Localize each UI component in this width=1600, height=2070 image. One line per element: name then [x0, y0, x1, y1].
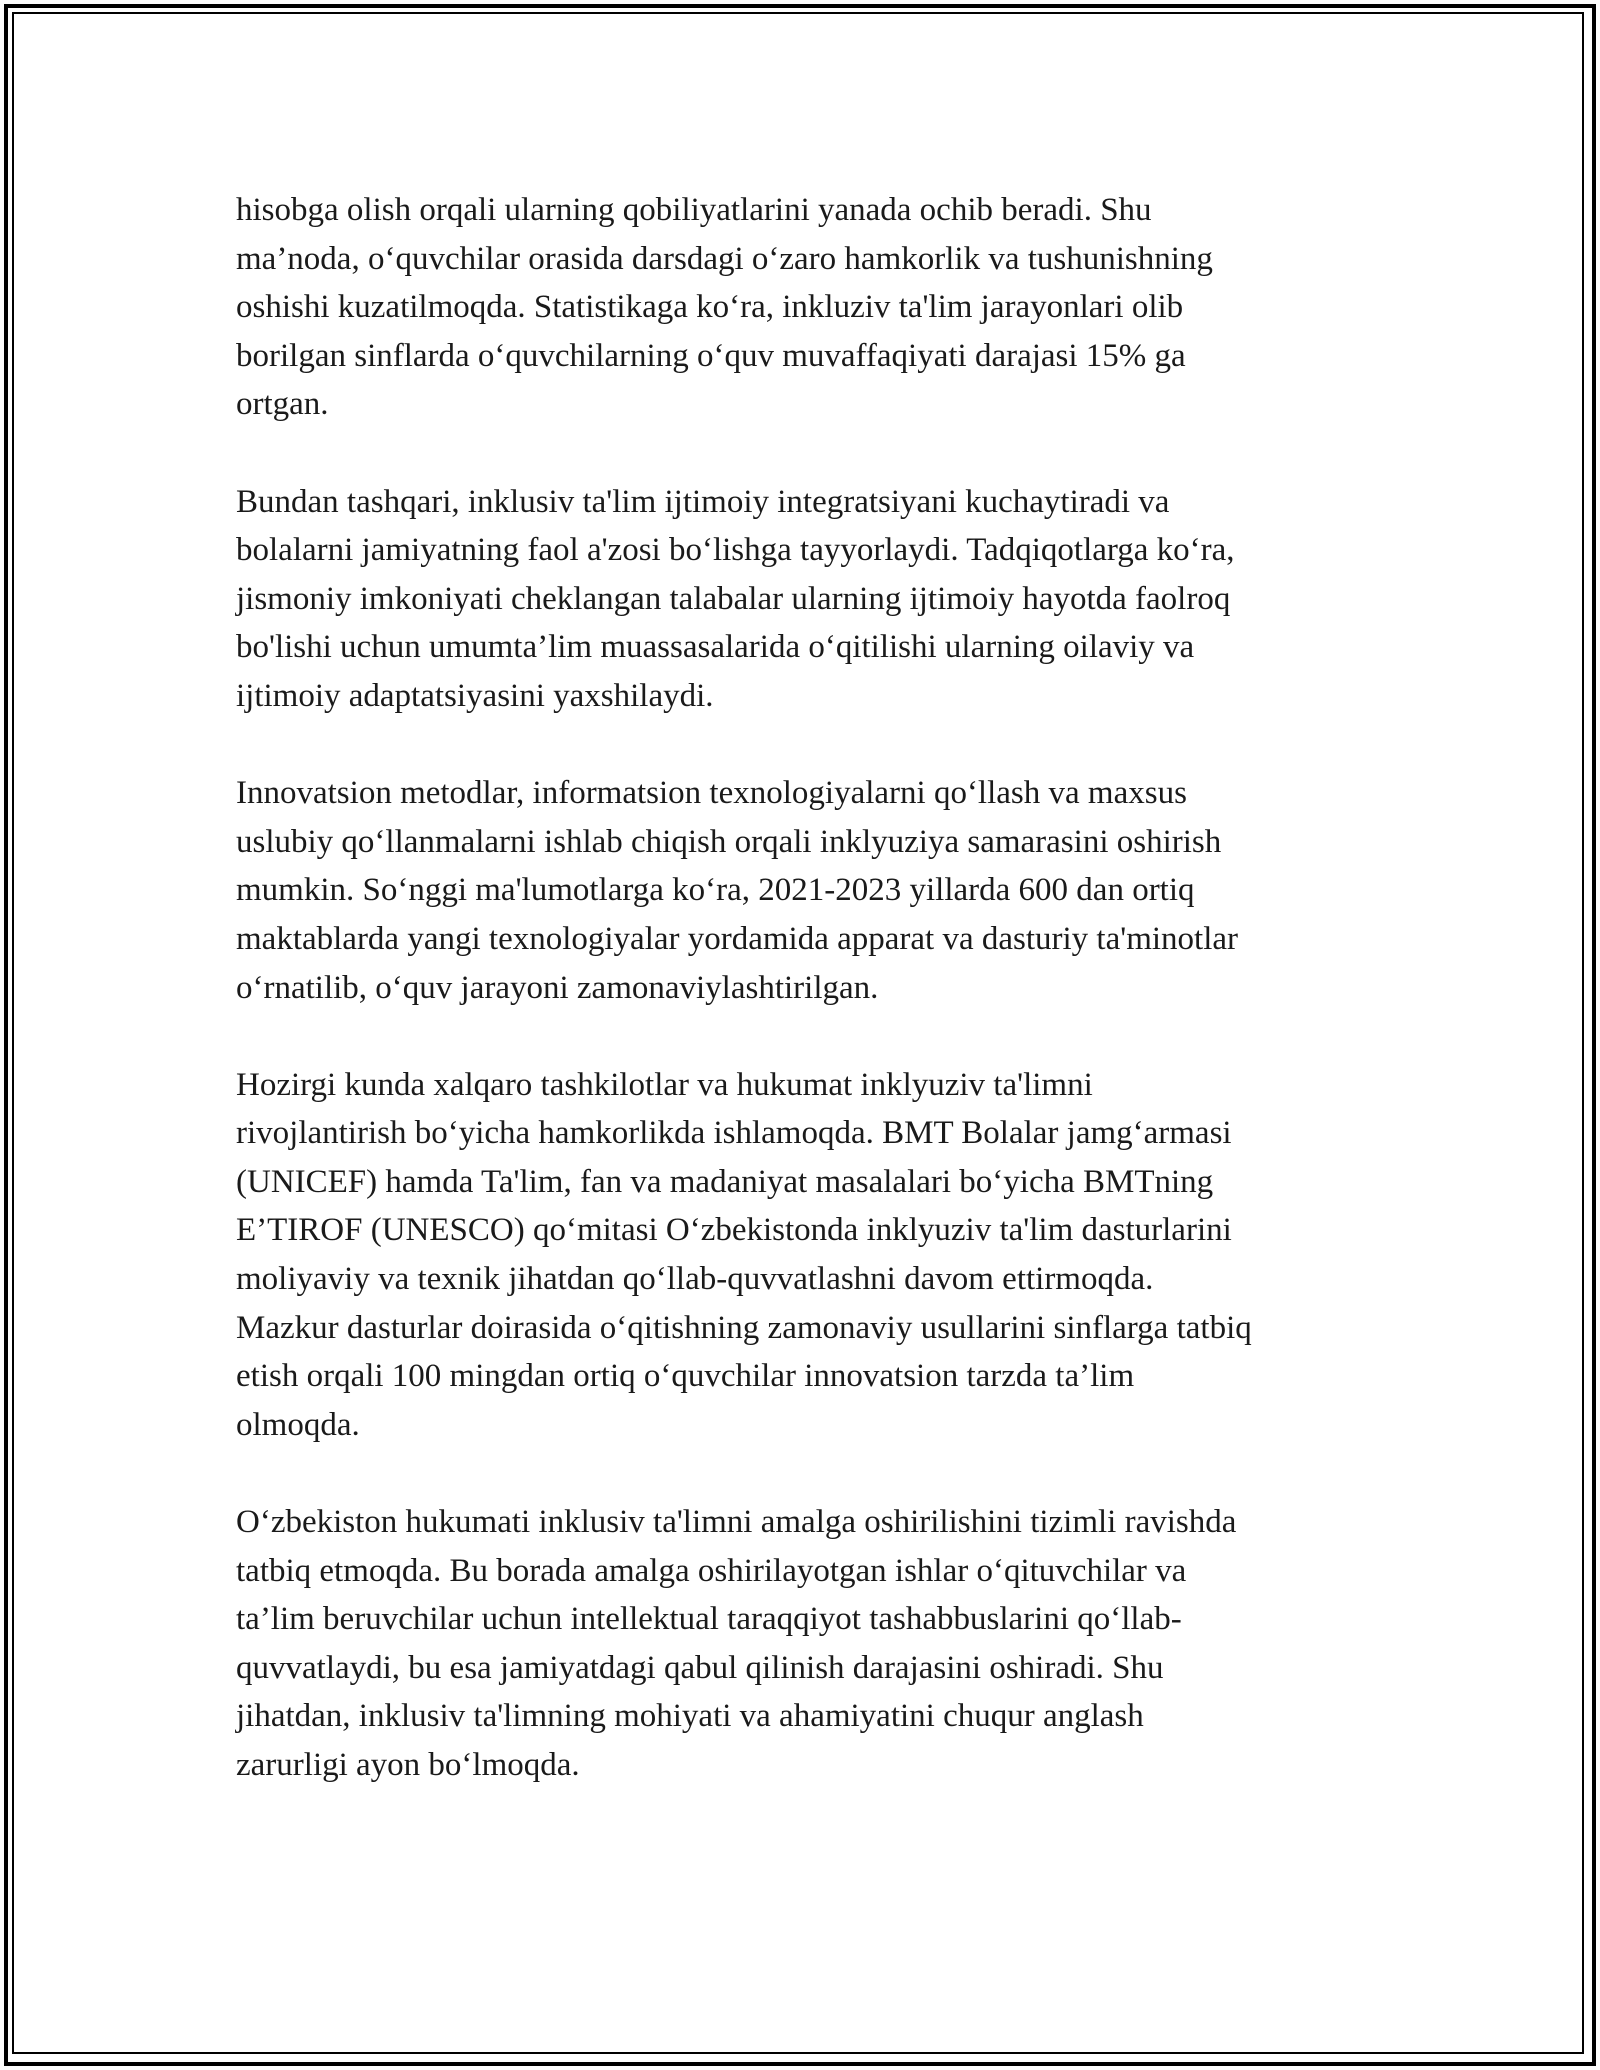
- paragraph-1: hisobga olish orqali ularning qobiliyatlarini yanada ochib beradi. Shu ma’noda, o‘quvchilar orasida darsdagi o‘zaro hamkorlik va tushunishning oshishi kuzatilmoqda. Statistikaga ko‘ra, inkluziv ta'lim jarayonlari olib borilgan sinflarda o‘quvchilarning o‘quv muvaffaqiyati darajasi 15% ga ortgan.: [236, 192, 1213, 423]
- paragraph-2: Bundan tashqari, inklusiv ta'lim ijtimoiy integratsiyani kuchaytiradi va bolalarni jamiyatning faol a'zosi bo‘lishga tayyorlaydi. Tadqiqotlarga ko‘ra, jismoniy imkoniyati cheklangan talabalar ularning ijtimoiy hayotda faolroq bo'lishi uchun umumta’lim muassasalarida o‘qitilishi ularning oilaviy va ijtimoiy adaptatsiyasini yaxshilaydi.: [236, 483, 1235, 714]
- paragraph-4: Hozirgi kunda xalqaro tashkilotlar va hukumat inklyuziv ta'limni rivojlantirish bo‘yicha hamkorlikda ishlamoqda. BMT Bolalar jamg‘armasi (UNICEF) hamda Ta'lim, fan va madaniyat masalalari bo‘yicha BMTning E’TIROF (UNESCO) qo‘mitasi O‘zbekistonda inklyuziv ta'lim dasturlarini moliyaviy va texnik jihatdan qo‘llab-quvvatlashni davom ettirmoqda. Mazkur dasturlar doirasida o‘qitishning zamonaviy usullarini sinflarga tatbiq etish orqali 100 mingdan ortiq o‘quvchilar innovatsion tarzda ta’lim olmoqda.: [236, 1066, 1252, 1443]
- paragraph-3: Innovatsion metodlar, informatsion texnologiyalarni qo‘llash va maxsus uslubiy qo‘llanmalarni ishlab chiqish orqali inklyuziya samarasini oshirish mumkin. So‘nggi ma'lumotlarga ko‘ra, 2021-2023 yillarda 600 dan ortiq maktablarda yangi texnologiyalar yordamida apparat va dasturiy ta'minotlar o‘rnatilib, o‘quv jarayoni zamonaviylashtirilgan.: [236, 775, 1239, 1006]
- document-body: [236, 186, 1376, 1838]
- paragraph-5: O‘zbekiston hukumati inklusiv ta'limni amalga oshirilishini tizimli ravishda tatbiq etmoqda. Bu borada amalga oshirilayotgan ishlar o‘qituvchilar va ta’lim beruvchilar uchun intellektual taraqqiyot tashabbuslarini qo‘llab- quvvatlaydi, bu esa jamiyatdagi qabul qilinish darajasini oshiradi. Shu jihatdan, inklusiv ta'limning mohiyati va ahamiyatini chuqur anglash zarurligi ayon bo‘lmoqda.: [236, 1504, 1237, 1783]
